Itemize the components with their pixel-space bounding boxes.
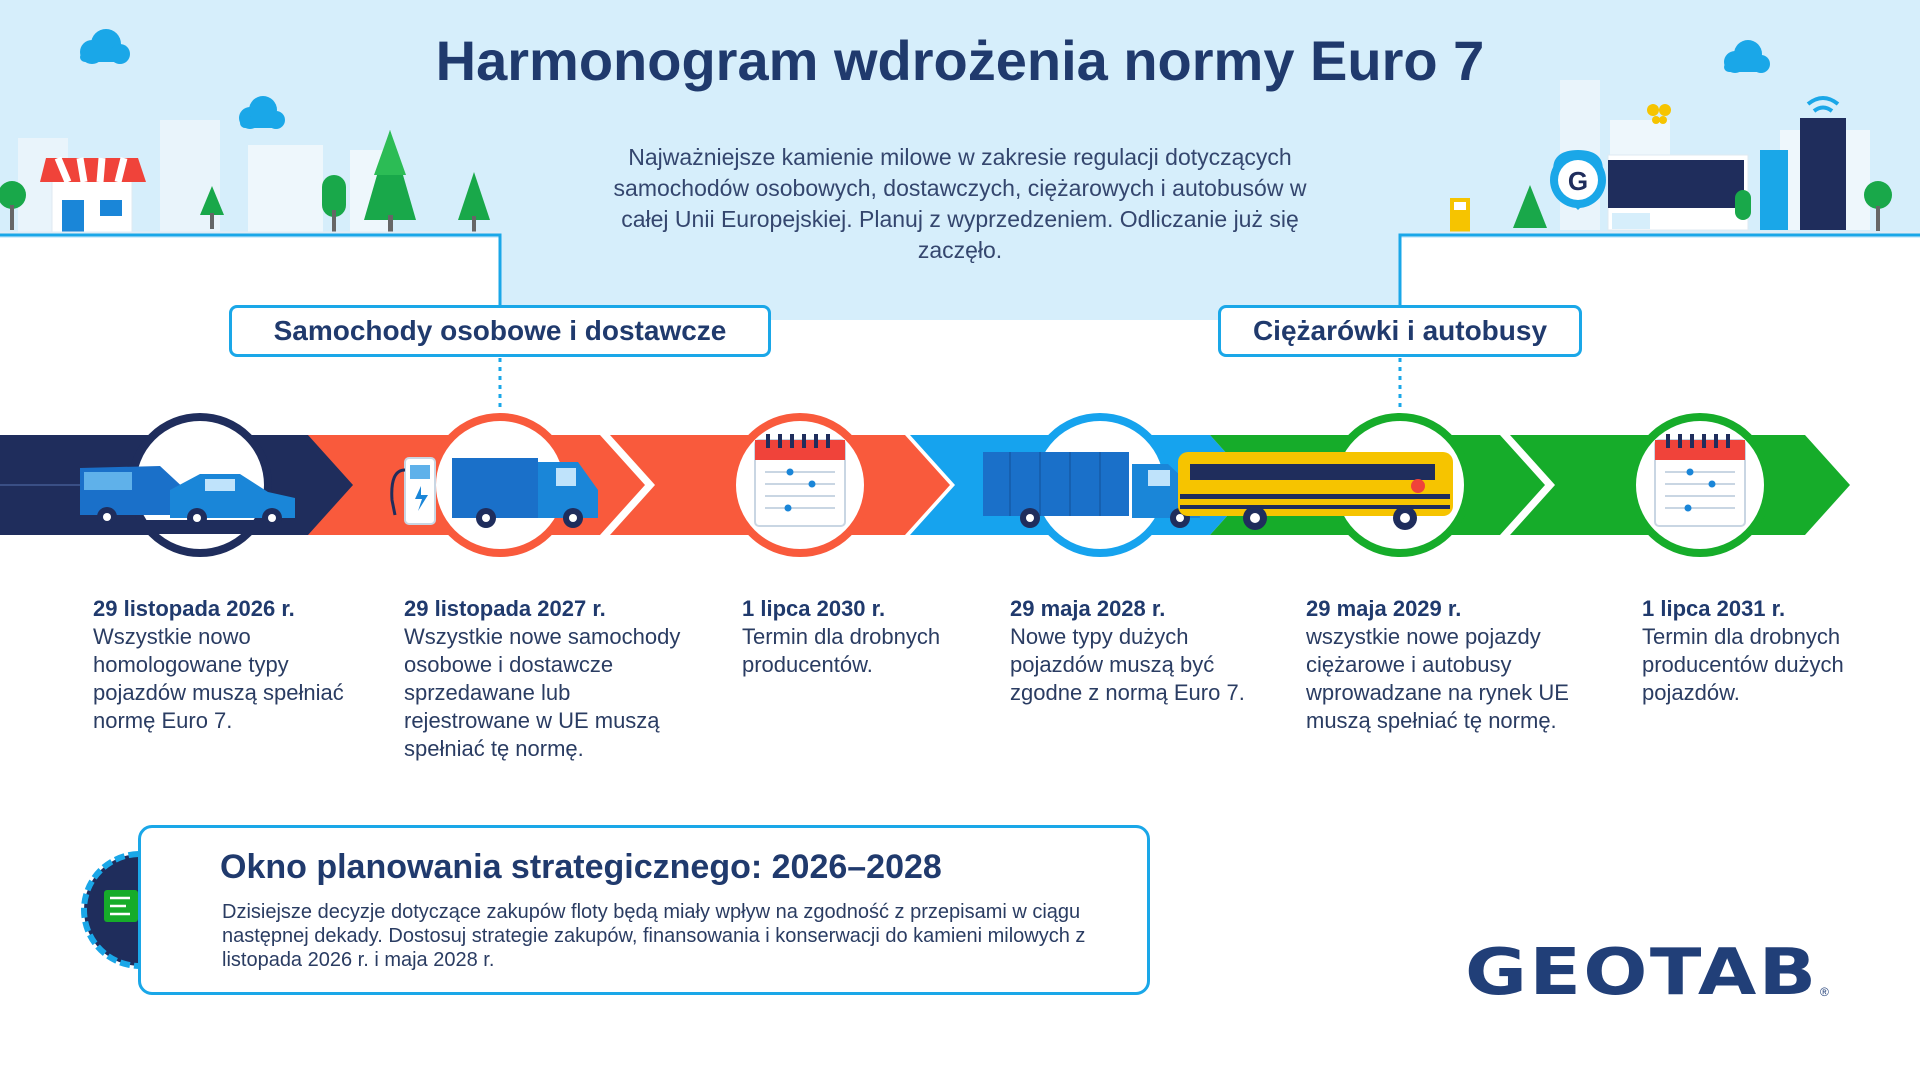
page-subtitle: Najważniejsze kamienie milowe w zakresie regulacji dotyczących samochodów osobowych, dostawczych, ciężarowych i autobusów w całej Unii Europejskiej. Planuj z wyprzedzeniem. Odliczanie już się zaczęło. [613,144,1307,263]
ev-charger-icon [1450,198,1470,232]
section-label-cars: Samochody osobowe i dostawcze [229,305,771,357]
milestone-date: 1 lipca 2031 r. [1642,596,1786,621]
milestone-text [1306,595,1596,735]
milestone-date: 1 lipca 2030 r. [742,596,886,621]
planning-title: Okno planowania strategicznego: 2026–2028 [220,848,942,886]
tree-icon [1513,185,1547,228]
milestone-text [404,595,694,763]
building-icon [1608,155,1748,230]
milestone-description: Wszystkie nowe samochody osobowe i dostawcze sprzedawane lub rejestrowane w UE muszą spełniać tę normę. [404,624,681,761]
map-pin-letter: G [1567,166,1589,196]
milestone-text [1010,595,1270,707]
calendar-icon [755,434,845,526]
milestone-date: 29 listopada 2026 r. [93,596,295,621]
city-scene-left [0,120,500,235]
milestone-date: 29 maja 2028 r. [1010,596,1166,621]
milestone-description: Termin dla drobnych producentów. [742,624,941,677]
milestone-date: 29 listopada 2027 r. [404,596,606,621]
page-title: Harmonogram wdrożenia normy Euro 7 [435,29,1485,92]
milestone-date: 29 maja 2029 r. [1306,596,1462,621]
calendar-icon [1655,434,1745,526]
registered-mark: ® [1820,985,1829,999]
geotab-logo: GEOTAB [1465,936,1819,1010]
milestone-text [742,595,982,679]
section-label-trucks: Ciężarówki i autobusy [1218,305,1582,357]
city-scene-right [1420,80,1920,233]
milestone-description: Wszystkie nowo homologowane typy pojazdów muszą spełniać normę Euro 7. [93,624,344,733]
milestone-description: wszystkie nowe pojazdy ciężarowe i autobusy wprowadzane na rynek UE muszą spełniać tę normę. [1306,624,1569,733]
tree-icon [1735,190,1751,220]
ev-charger-and-van-icon [392,458,598,528]
cloud-icon [239,96,285,129]
shop-icon [40,158,146,233]
milestone-text [93,595,383,735]
milestone-text [1642,595,1882,707]
building-icon [1760,98,1846,230]
milestone-description: Nowe typy dużych pojazdów muszą być zgodne z normą Euro 7. [1010,624,1245,705]
milestone-description: Termin dla drobnych producentów dużych pojazdów. [1642,624,1844,705]
planning-text: Dzisiejsze decyzje dotyczące zakupów floty będą miały wpływ na zgodność z przepisami w ciągu następnej dekady. Dostosuj strategie zakupów, finansowania i konserwacji do kamieni milowych z listopada 2026 r. i maja 2028 r. [222,901,1086,971]
